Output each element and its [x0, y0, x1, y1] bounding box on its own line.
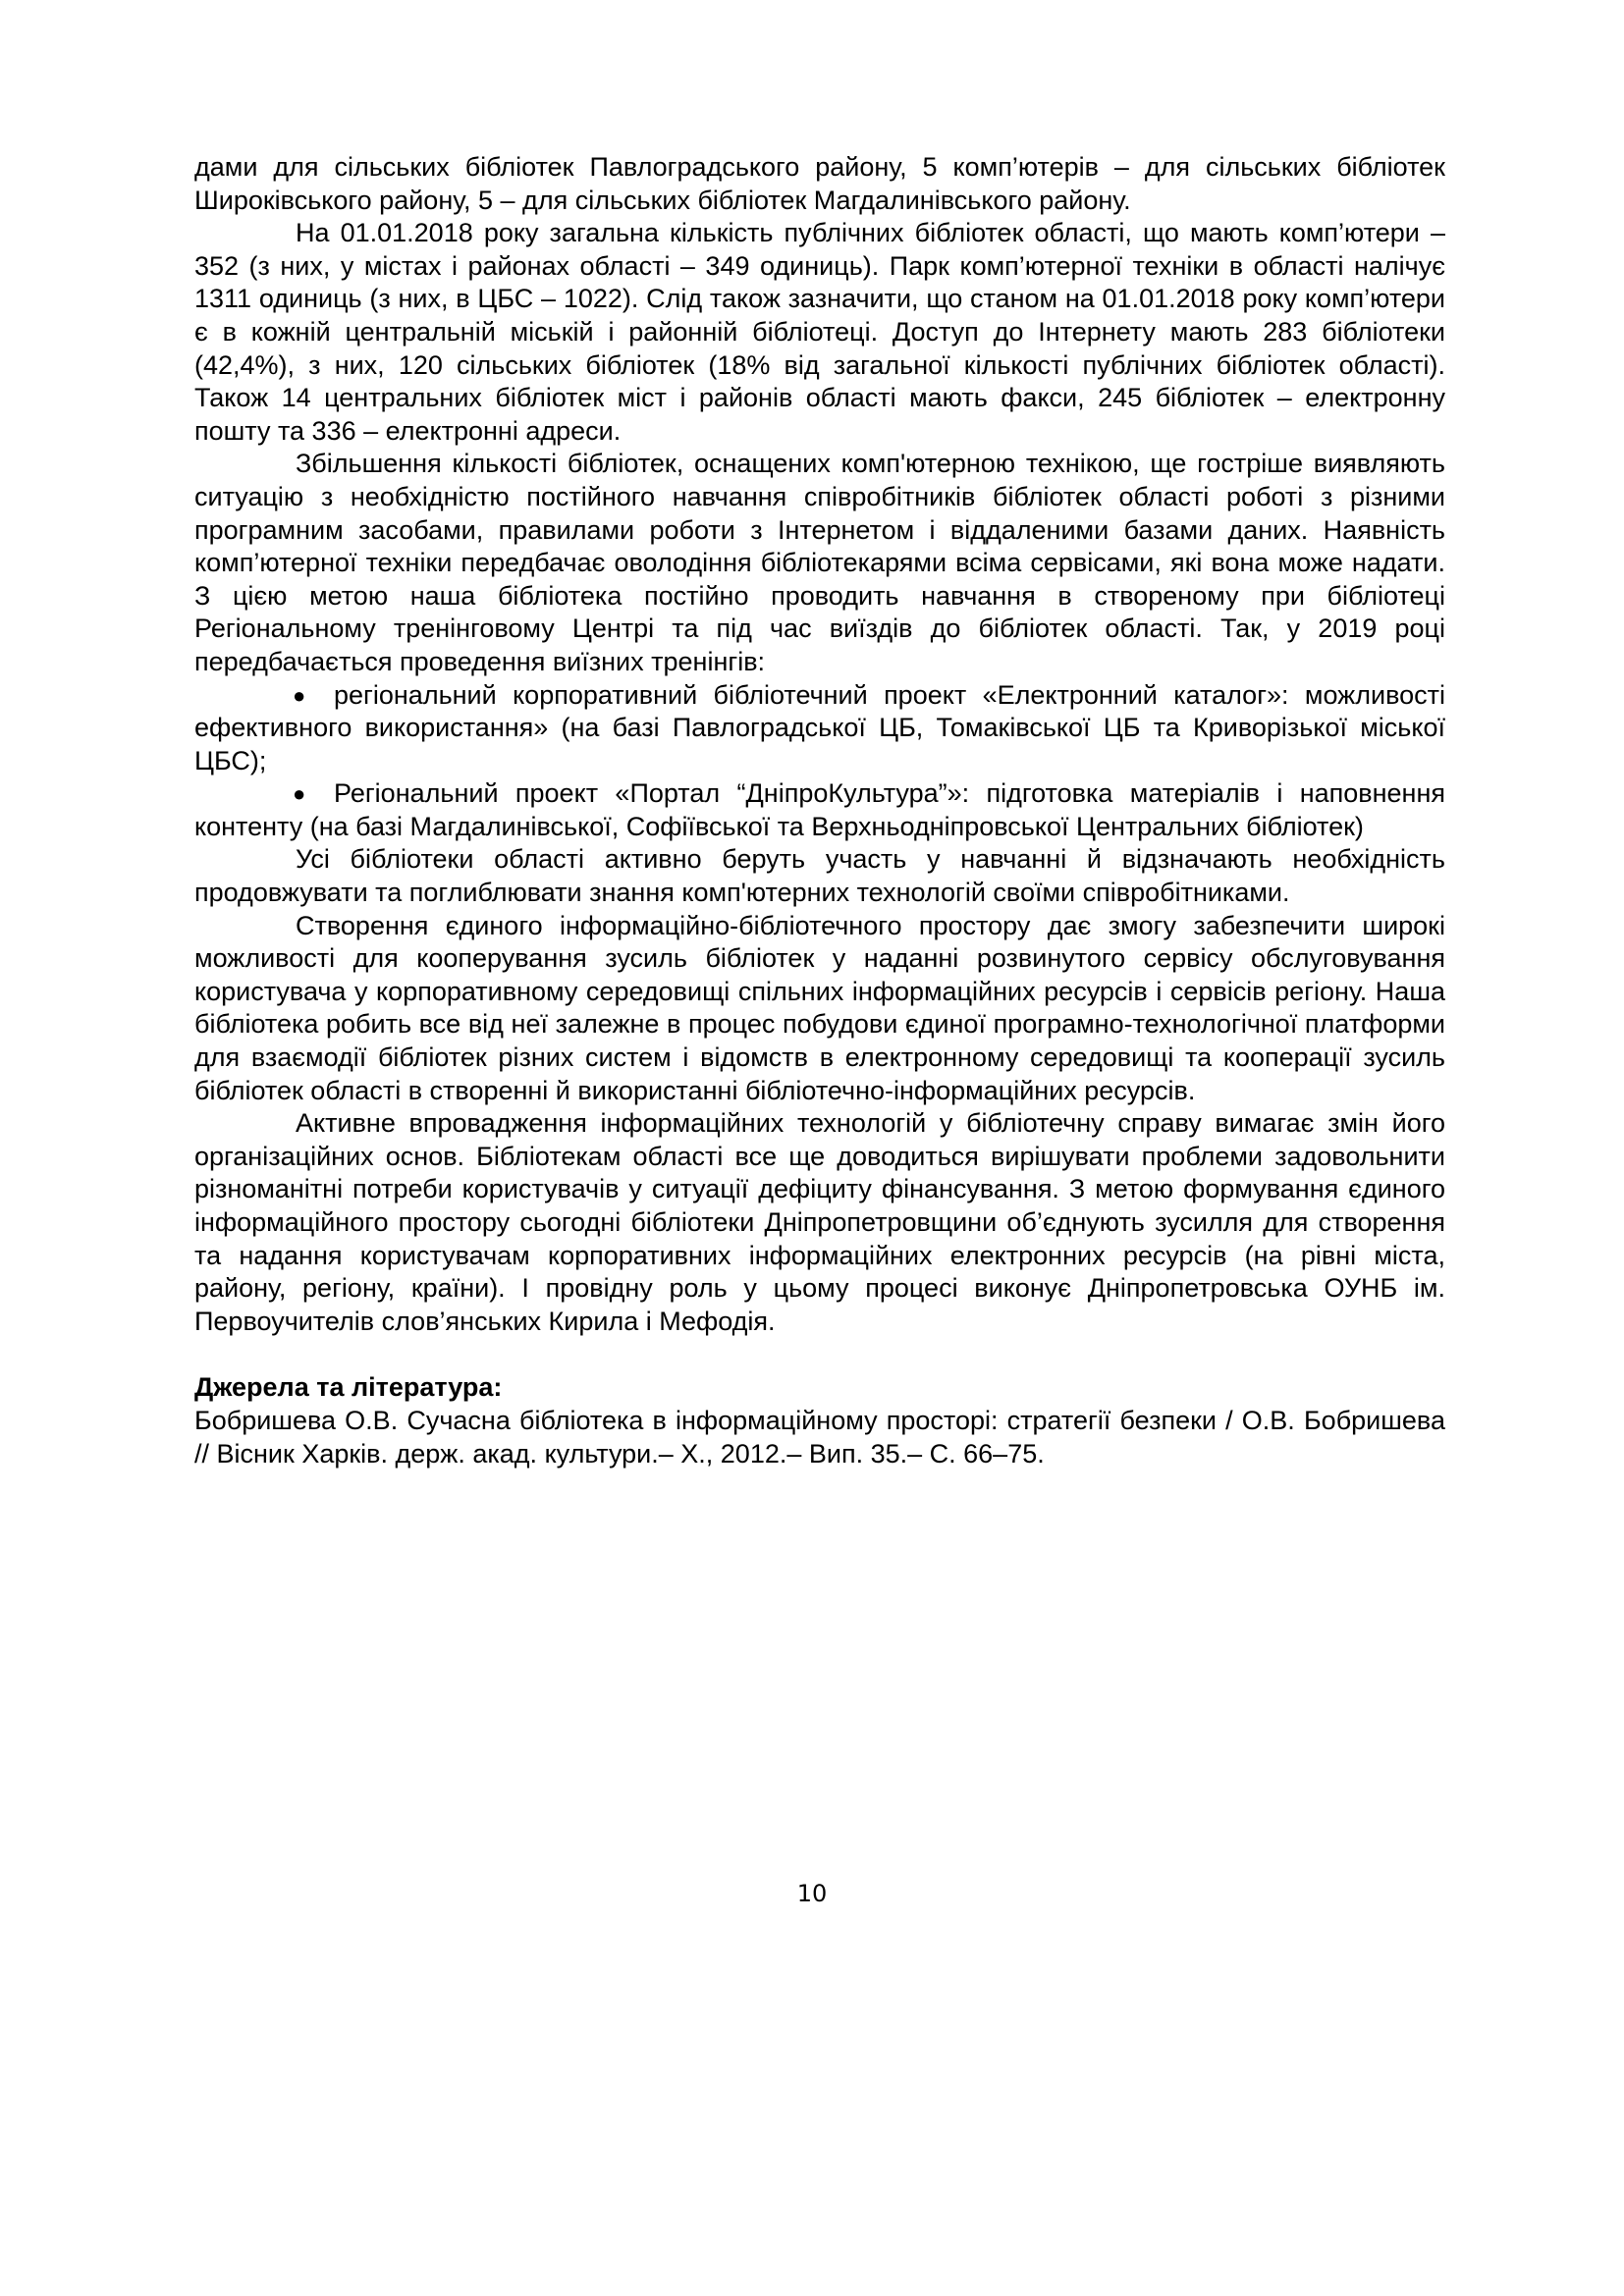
paragraph-continuation: дами для сільських бібліотек Павлоградського району, 5 комп’ютерів – для сільських бібліотек Широківського району, 5 – для сільських бібліотек Магдалинівського району. — [194, 152, 1445, 215]
bullet-icon: ● — [293, 781, 306, 807]
references-section — [194, 1371, 1445, 1470]
list-item-text: Регіональний проект «Портал “ДніпроКультура”»: підготовка матеріалів і наповнення контенту (на базі Магдалинівської, Софіївської та Верхньодніпровської Центральних бібліотек) — [194, 778, 1445, 841]
list-item — [194, 777, 1445, 843]
paragraph-participation: Усі бібліотеки області активно беруть участь у навчанні й відзначають необхідність продовжувати та поглиблювати знання комп'ютерних технологій своїми співробітниками. — [194, 844, 1445, 908]
paragraph-it-implementation: Активне впровадження інформаційних технологій у бібліотечну справу вимагає змін його організаційних основ. Бібліотекам області все ще доводиться вирішувати проблеми задовольнити різноманітні потреби користувачів у ситуації дефіциту фінансування. З метою формування єдиного інформаційного простору сьогодні бібліотеки Дніпропетровщини об’єднують зусилля для створення та надання користувачам корпоративних інформаційних електронних ресурсів (на рівні міста, району, регіону, країни). І провідну роль у цьому процесі виконує Дніпропетровська ОУНБ ім. Первоучителів слов’янських Кирила і Мефодія. — [194, 1108, 1445, 1336]
document-page — [194, 151, 1445, 1470]
list-item — [194, 679, 1445, 778]
paragraph-information-space: Створення єдиного інформаційно-бібліотечного простору дає змогу забезпечити широкі можливості для кооперування зусиль бібліотек у наданні розвинутого сервісу обслуговування користувача у корпоративному середовищі спільних інформаційних ресурсів і сервісів регіону. Наша бібліотека робить все від неї залежне в процес побудови єдиної програмно-технологічної платформи для взаємодії бібліотек різних систем і відомств в електронному середовищі та кооперації зусиль бібліотек області в створенні й використанні бібліотечно-інформаційних ресурсів. — [194, 910, 1445, 1105]
references-heading: Джерела та література: — [194, 1372, 503, 1403]
page-number: 10 — [796, 1880, 828, 1907]
trainings-list — [194, 679, 1445, 844]
paragraph-computers-stats: На 01.01.2018 року загальна кількість публічних бібліотек області, що мають комп’ютери – 352 (з них, у містах і районах області – 349 одиниць). Парк комп’ютерної техніки в області налічує 1311 одиниць (з них, в ЦБС – 1022). Слід також зазначити, що станом на 01.01.2018 року комп’ютери є в кожній центральній міській і районній бібліотеці. Доступ до Інтернету мають 283 бібліотеки (42,4%), з них, 120 сільських бібліотек (18% від загальної кількості публічних бібліотек області). Також 14 центральних бібліотек міст і районів області мають факси, 245 бібліотек – електронну пошту та 336 – електронні адреси. — [194, 218, 1445, 446]
bullet-icon: ● — [293, 682, 306, 708]
reference-item: Бобришева О.В. Сучасна бібліотека в інформаційному просторі: стратегії безпеки / О.В. Бобришева // Вісник Харків. держ. акад. культури.– Х., 2012.– Вип. 35.– С. 66–75. — [194, 1405, 1445, 1468]
list-item-text: регіональний корпоративний бібліотечний проект «Електронний каталог»: можливості ефективного використання» (на базі Павлоградської ЦБ, Томаківської ЦБ та Криворізької міської ЦБС); — [194, 679, 1445, 775]
paragraph-training: Збільшення кількості бібліотек, оснащених комп'ютерною технікою, ще гостріше виявляють ситуацію з необхідністю постійного навчання співробітників бібліотек області роботі з різними програмним засобами, правилами роботи з Інтернетом і віддаленими базами даних. Наявність комп’ютерної техніки передбачає оволодіння бібліотекарями всіма сервісами, які вона може надати. З цією метою наша бібліотека постійно проводить навчання в створеному при бібліотеці Регіональному тренінговому Центрі та під час виїздів до бібліотек області. Так, у 2019 році передбачається проведення виїзних тренінгів: — [194, 449, 1445, 676]
